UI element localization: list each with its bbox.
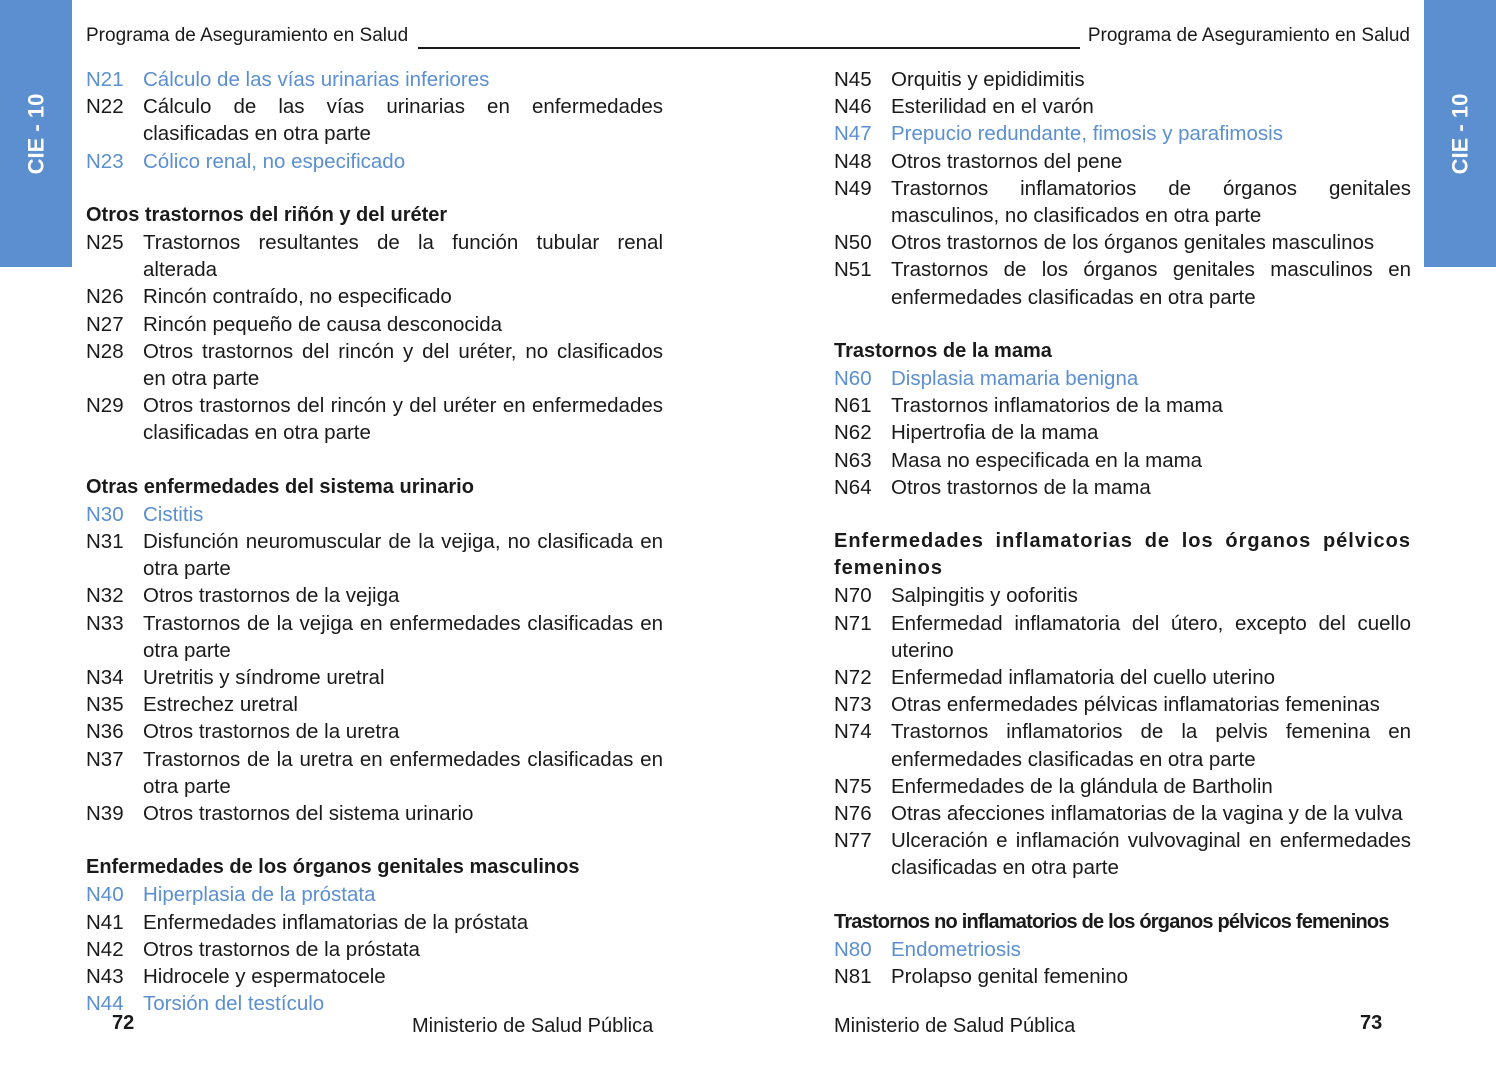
code-entry-n31	[86, 528, 663, 582]
side-tab-left	[0, 0, 72, 267]
entry-description: Otras enfermedades pélvicas inflamatorias femeninas	[891, 693, 1380, 717]
entry-code: N32	[86, 584, 124, 608]
left-page-column	[86, 66, 663, 1018]
side-tab-label: CIE - 10	[1447, 93, 1473, 174]
entry-code: N41	[86, 910, 124, 934]
code-entry-n62	[834, 419, 1411, 446]
entry-code: N50	[834, 231, 872, 255]
entry-description: Trastornos resultantes de la función tubular renal alterada	[143, 231, 663, 282]
entry-code: N21	[86, 68, 124, 91]
entry-description: Ulceración e inflamación vulvovaginal en enfermedades clasificadas en otra parte	[891, 829, 1411, 880]
entry-code: N44	[86, 992, 124, 1016]
code-entry-n25	[86, 229, 663, 283]
entry-code: N22	[86, 95, 124, 119]
code-entry-n77	[834, 827, 1411, 881]
entry-description: Torsión del testículo	[143, 992, 325, 1016]
entry-description: Prolapso genital femenino	[891, 965, 1129, 989]
code-entry-n26	[86, 283, 663, 310]
entry-code: N31	[86, 530, 124, 554]
entry-code: N37	[86, 747, 124, 771]
code-entry-n72	[834, 664, 1411, 691]
code-entry-n22	[86, 93, 663, 147]
page-number-right: 73	[1360, 1012, 1383, 1034]
code-entry-n21[interactable]	[86, 66, 663, 93]
entry-description: Rincón pequeño de causa desconocida	[143, 312, 503, 336]
entry-code: N62	[834, 421, 872, 445]
code-entry-n75	[834, 773, 1411, 800]
entry-description: Masa no especificada en la mama	[891, 448, 1203, 472]
code-entry-n42	[86, 936, 663, 963]
entry-description: Cistitis	[143, 502, 204, 526]
entry-description: Prepucio redundante, fimosis y parafimosis	[891, 122, 1283, 146]
entry-code: N43	[86, 965, 124, 989]
entry-description: Hipertrofia de la mama	[891, 421, 1099, 445]
entry-code: N61	[834, 394, 872, 418]
header-title-right: Programa de Aseguramiento en Salud	[1087, 25, 1410, 46]
entry-code: N72	[834, 666, 872, 690]
side-tab-label: CIE - 10	[23, 93, 49, 174]
entry-code: N63	[834, 448, 872, 472]
entry-description: Trastornos inflamatorios de la pelvis femenina en enfermedades clasificadas en otra parte	[891, 720, 1411, 771]
entry-code: N46	[834, 95, 872, 119]
entry-description: Rincón contraído, no especificado	[143, 285, 452, 309]
page-number-left: 72	[112, 1012, 135, 1034]
entry-code: N81	[834, 965, 872, 989]
entry-description: Otros trastornos de la mama	[891, 475, 1151, 499]
code-entry-n40[interactable]	[86, 881, 663, 908]
entry-description: Trastornos inflamatorios de órganos genitales masculinos, no clasificados en otra parte	[891, 176, 1411, 228]
section-heading: Otros trastornos del riñón y del uréter	[86, 203, 448, 226]
code-entry-n49	[834, 175, 1411, 229]
header-divider	[418, 47, 1080, 49]
code-entry-n73	[834, 691, 1411, 718]
entry-description: Cólico renal, no especificado	[143, 149, 406, 173]
entry-description: Hiperplasia de la próstata	[143, 883, 376, 907]
entry-code: N48	[834, 149, 872, 173]
code-entry-n39	[86, 800, 663, 827]
code-entry-n32	[86, 582, 663, 609]
entry-code: N45	[834, 68, 872, 91]
entry-description: Esterilidad en el varón	[891, 95, 1094, 119]
entry-code: N39	[86, 802, 124, 826]
entry-code: N33	[86, 611, 124, 635]
entry-description: Otras afecciones inflamatorias de la vagina y de la vulva	[891, 802, 1403, 826]
entry-description: Cálculo de las vías urinarias en enfermedades clasificadas en otra parte	[143, 95, 663, 146]
entry-description: Otros trastornos de los órganos genitales masculinos	[891, 231, 1375, 255]
entry-code: N74	[834, 720, 872, 744]
right-page-column	[834, 66, 1411, 990]
entry-code: N73	[834, 693, 872, 717]
entry-code: N71	[834, 611, 872, 635]
code-entry-n63	[834, 447, 1411, 474]
entry-description: Displasia mamaria benigna	[891, 367, 1139, 391]
entry-code: N70	[834, 584, 872, 608]
code-entry-n35	[86, 691, 663, 718]
section-heading: Enfermedades inflamatorias de los órganos pélvicos femeninos	[834, 530, 1411, 580]
entry-description: Orquitis y epididimitis	[891, 68, 1085, 91]
entry-description: Disfunción neuromuscular de la vejiga, no clasificada en otra parte	[143, 530, 663, 581]
code-entry-n43	[86, 963, 663, 990]
entry-code: N80	[834, 937, 872, 961]
code-entry-n29	[86, 392, 663, 446]
entry-code: N35	[86, 693, 124, 717]
entry-code: N26	[86, 285, 124, 309]
entry-code: N47	[834, 122, 872, 146]
code-entry-n27	[86, 311, 663, 338]
entry-code: N76	[834, 802, 872, 826]
entry-description: Trastornos de los órganos genitales masculinos en enfermedades clasificadas en otra parte	[891, 258, 1411, 309]
code-entry-n44[interactable]	[86, 990, 663, 1017]
entry-description: Hidrocele y espermatocele	[143, 965, 386, 989]
entry-code: N34	[86, 666, 124, 690]
code-entry-n70	[834, 582, 1411, 609]
code-entry-n28	[86, 338, 663, 392]
entry-description: Otros trastornos de la uretra	[143, 720, 400, 744]
entry-code: N51	[834, 258, 872, 282]
code-entry-n48	[834, 148, 1411, 175]
entry-description: Otros trastornos de la vejiga	[143, 584, 400, 608]
code-entry-n41	[86, 909, 663, 936]
entry-code: N25	[86, 231, 124, 255]
entry-description: Uretritis y síndrome uretral	[143, 666, 385, 690]
entry-code: N42	[86, 937, 124, 961]
header-title-left: Programa de Aseguramiento en Salud	[86, 25, 409, 46]
entry-code: N27	[86, 312, 124, 336]
code-entry-n50	[834, 229, 1411, 256]
entry-description: Otros trastornos de la próstata	[143, 937, 420, 961]
entry-description: Cálculo de las vías urinarias inferiores	[143, 68, 490, 91]
entry-description: Enfermedades de la glándula de Bartholin	[891, 774, 1273, 798]
entry-description: Otros trastornos del pene	[891, 149, 1123, 173]
section-heading: Otras enfermedades del sistema urinario	[86, 475, 474, 498]
code-entry-n37	[86, 746, 663, 800]
code-entry-n64	[834, 474, 1411, 501]
code-entry-n47[interactable]	[834, 120, 1411, 147]
entry-code: N49	[834, 176, 872, 200]
code-entry-n34	[86, 664, 663, 691]
code-entry-n46	[834, 93, 1411, 120]
code-entry-n30[interactable]	[86, 501, 663, 528]
code-entry-n33	[86, 610, 663, 664]
section-heading: Enfermedades de los órganos genitales masculinos	[86, 856, 580, 879]
code-entry-n71	[834, 610, 1411, 664]
code-entry-n76	[834, 800, 1411, 827]
entry-code: N77	[834, 829, 872, 853]
entry-code: N28	[86, 339, 124, 363]
entry-description: Otros trastornos del sistema urinario	[143, 802, 474, 826]
footer-publisher-right: Ministerio de Salud Pública	[834, 1015, 1076, 1037]
entry-description: Salpingitis y ooforitis	[891, 584, 1078, 608]
section-heading: Trastornos no inflamatorios de los órganos pélvicos femeninos	[834, 910, 1389, 933]
code-entry-n51	[834, 256, 1411, 310]
entry-code: N30	[86, 502, 124, 526]
entry-description: Trastornos inflamatorios de la mama	[891, 394, 1223, 418]
entry-code: N75	[834, 774, 872, 798]
entry-description: Otros trastornos del rincón y del uréter en enfermedades clasificadas en otra parte	[143, 394, 663, 445]
code-entry-n36	[86, 718, 663, 745]
entry-code: N64	[834, 475, 872, 499]
entry-code: N36	[86, 720, 124, 744]
entry-description: Otros trastornos del rincón y del uréter, no clasificados en otra parte	[143, 339, 663, 391]
entry-code: N23	[86, 149, 124, 173]
code-entry-n80[interactable]	[834, 936, 1411, 963]
section-heading: Trastornos de la mama	[834, 339, 1052, 362]
entry-description: Estrechez uretral	[143, 693, 298, 717]
code-entry-n23[interactable]	[86, 148, 663, 175]
entry-code: N60	[834, 367, 872, 391]
entry-description: Enfermedades inflamatorias de la próstata	[143, 910, 529, 934]
code-entry-n61	[834, 392, 1411, 419]
entry-code: N29	[86, 394, 124, 418]
footer-publisher-left: Ministerio de Salud Pública	[412, 1015, 654, 1037]
code-entry-n45	[834, 66, 1411, 93]
entry-description: Endometriosis	[891, 937, 1021, 961]
code-entry-n74	[834, 718, 1411, 772]
entry-code: N40	[86, 883, 124, 907]
entry-description: Enfermedad inflamatoria del útero, excepto del cuello uterino	[891, 611, 1411, 662]
code-entry-n60[interactable]	[834, 365, 1411, 392]
entry-description: Trastornos de la vejiga en enfermedades clasificadas en otra parte	[143, 611, 663, 662]
code-entry-n81	[834, 963, 1411, 990]
entry-description: Enfermedad inflamatoria del cuello uterino	[891, 666, 1276, 690]
entry-description: Trastornos de la uretra en enfermedades clasificadas en otra parte	[143, 747, 663, 798]
side-tab-right	[1424, 0, 1496, 267]
